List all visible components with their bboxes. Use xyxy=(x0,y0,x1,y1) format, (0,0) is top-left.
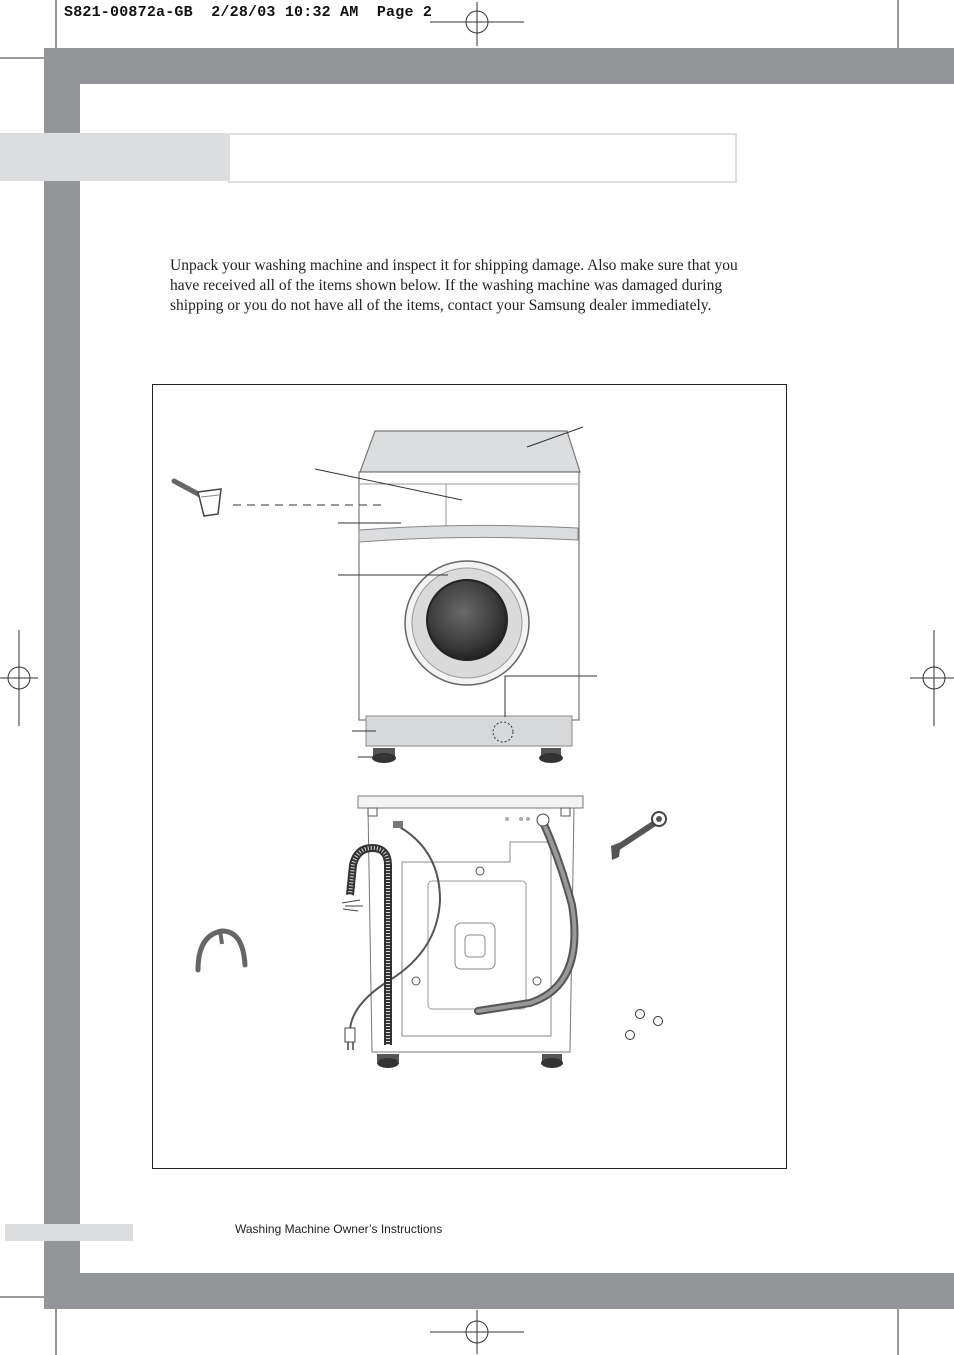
spanner-icon xyxy=(611,812,666,860)
footer-text: Washing Machine Owner’s Instructions xyxy=(235,1222,443,1236)
intro-paragraph: Unpack your washing machine and inspect it for shipping damage. Also make sure that you have received all of the items shown below. If the washing machine was damaged during shipping or you do not have all of the items, contact your Samsung dealer immediately. xyxy=(170,257,738,314)
footer-tab xyxy=(5,1224,133,1241)
machine-front-view xyxy=(359,431,580,763)
machine-rear-view xyxy=(342,796,583,1068)
hole-caps-icon xyxy=(626,1010,663,1040)
hose-guide-icon xyxy=(198,930,245,970)
print-header: S821-00872a-GB 2/28/03 10:32 AM Page 2 xyxy=(64,4,433,21)
detergent-scoop-icon xyxy=(174,481,221,516)
